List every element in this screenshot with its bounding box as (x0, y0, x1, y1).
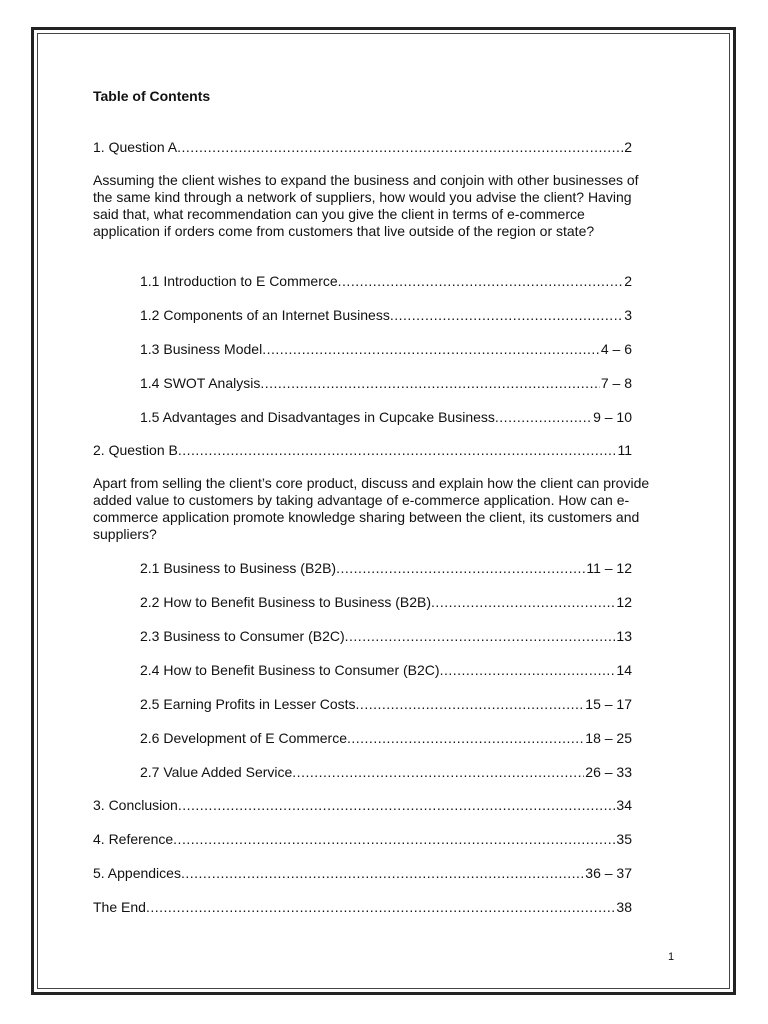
toc-entry-label: 3. Conclusion (93, 797, 178, 813)
toc-subentry-2-5 (140, 695, 632, 713)
toc-entry-label: 2.2 How to Benefit Business to Business (B2B) (140, 594, 432, 610)
toc-entry-page: 11 – 12 (586, 560, 632, 576)
leader-dots (292, 763, 584, 781)
question-b-description: Apart from selling the client’s core product, discuss and explain how the client can provide added value to customers by taking advantage of e-commerce application. How can e-commerce application promote knowledge sharing between the client, its customers and suppliers? (93, 475, 650, 542)
toc-subentry-1-5 (140, 408, 632, 426)
toc-subentry-1-3 (140, 340, 632, 358)
leader-dots (345, 627, 616, 645)
toc-entry-page: 3 (624, 307, 632, 323)
toc-entry-page: 4 – 6 (600, 341, 632, 357)
toc-entry-label: 2. Question B (93, 442, 178, 458)
toc-title: Table of Contents (93, 88, 211, 104)
toc-entry-label: 2.7 Value Added Service (140, 764, 293, 780)
leader-dots (181, 864, 584, 882)
toc-subentry-2-1 (140, 559, 632, 577)
toc-subentry-1-2 (140, 306, 632, 324)
toc-entry-page: 2 (624, 273, 632, 289)
leader-dots (178, 796, 616, 814)
toc-entry-page: 15 – 17 (585, 696, 632, 712)
leader-dots (260, 374, 600, 392)
leader-dots (356, 695, 585, 713)
toc-entry-label: 1.4 SWOT Analysis (140, 375, 261, 391)
toc-entry-label: 2.5 Earning Profits in Lesser Costs (140, 696, 356, 712)
leader-dots (177, 138, 623, 156)
toc-entry-label: 1.3 Business Model (140, 341, 263, 357)
toc-entry-label: 5. Appendices (93, 865, 181, 881)
toc-entry-question-a (93, 138, 632, 156)
toc-entry-label: 1.2 Components of an Internet Business (140, 307, 390, 323)
toc-entry-the-end (93, 898, 632, 916)
toc-entry-label: 2.1 Business to Business (B2B) (140, 560, 337, 576)
leader-dots (173, 830, 615, 848)
toc-entry-page: 2 (624, 139, 632, 155)
leader-dots (146, 898, 615, 916)
toc-entry-label: 1. Question A (93, 139, 178, 155)
page-number: 1 (668, 951, 675, 963)
toc-subentry-2-2 (140, 593, 632, 611)
toc-subentry-2-6 (140, 729, 632, 747)
toc-entry-label: 1.5 Advantages and Disadvantages in Cupcake Business (140, 409, 495, 425)
toc-entry-label: 2.4 How to Benefit Business to Consumer (B2C) (140, 662, 440, 678)
toc-entry-page: 34 (616, 797, 632, 813)
toc-entry-page: 26 – 33 (585, 764, 632, 780)
toc-entry-page: 18 – 25 (585, 730, 632, 746)
toc-entry-page: 7 – 8 (600, 375, 632, 391)
toc-entry-page: 38 (616, 899, 632, 915)
toc-entry-page: 36 – 37 (585, 865, 632, 881)
toc-entry-label: 4. Reference (93, 831, 174, 847)
toc-entry-label: The End (93, 899, 146, 915)
leader-dots (431, 593, 615, 611)
toc-entry-label: 1.1 Introduction to E Commerce (140, 273, 338, 289)
toc-entry-page: 35 (616, 831, 632, 847)
leader-dots (336, 559, 585, 577)
toc-entry-page: 14 (616, 662, 632, 678)
toc-entry-page: 9 – 10 (593, 409, 632, 425)
toc-entry-conclusion (93, 796, 632, 814)
toc-entry-page: 11 (617, 442, 632, 458)
leader-dots (347, 729, 584, 747)
toc-entry-page: 12 (616, 594, 632, 610)
toc-subentry-1-1 (140, 272, 632, 290)
toc-subentry-1-4 (140, 374, 632, 392)
leader-dots (338, 272, 624, 290)
question-a-description: Assuming the client wishes to expand the business and conjoin with other businesses of the same kind through a network of suppliers, how would you advise the client? Having said that, what recommendation can you give the client in terms of e-commerce application if orders come from customers that live outside of the region or state? (93, 172, 639, 239)
toc-entry-label: 2.3 Business to Consumer (B2C) (140, 628, 345, 644)
toc-entry-label: 2.6 Development of E Commerce (140, 730, 347, 746)
leader-dots (178, 441, 617, 459)
toc-subentry-2-7 (140, 763, 632, 781)
toc-entry-reference (93, 830, 632, 848)
toc-subentry-2-3 (140, 627, 632, 645)
toc-entry-page: 13 (616, 628, 632, 644)
leader-dots (262, 340, 600, 358)
leader-dots (495, 408, 592, 426)
toc-entry-appendices (93, 864, 632, 882)
toc-entry-question-b (93, 441, 632, 459)
leader-dots (440, 661, 616, 679)
leader-dots (390, 306, 623, 324)
toc-subentry-2-4 (140, 661, 632, 679)
